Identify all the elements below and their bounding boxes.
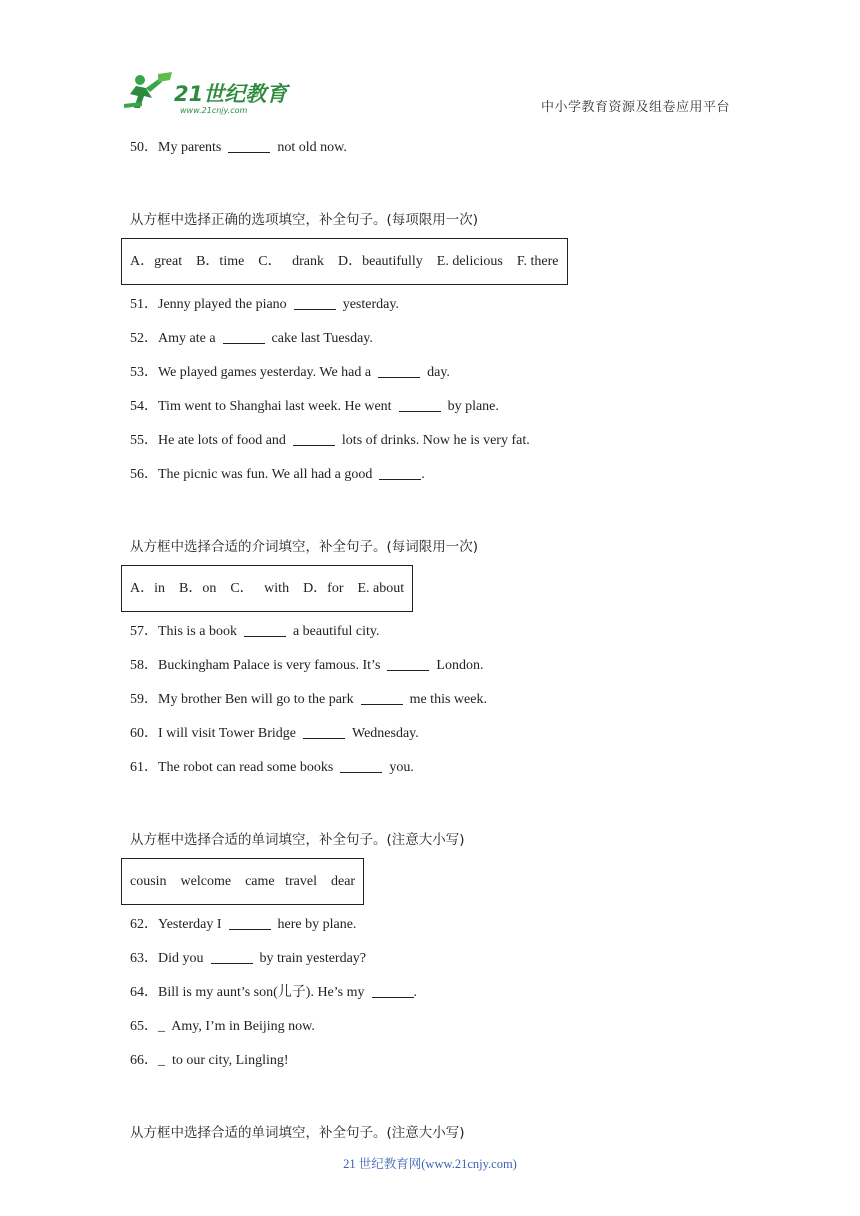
page-footer: 21 世纪教育网(www.21cnjy.com) [343, 1157, 517, 1171]
question-59: 59．My brother Ben will go to the park me this week. [130, 692, 487, 707]
answer-blank[interactable] [340, 758, 382, 773]
question-60: 60．I will visit Tower Bridge Wednesday. [130, 726, 419, 741]
page-header [0, 0, 860, 130]
logo-url: www.21cnjy.com [180, 106, 248, 115]
question-51: 51．Jenny played the piano yesterday. [130, 297, 399, 312]
answer-blank[interactable] [211, 949, 253, 964]
question-52: 52．Amy ate a cake last Tuesday. [130, 331, 373, 346]
answer-blank[interactable] [228, 138, 270, 153]
question-61: 61．The robot can read some books you. [130, 760, 414, 775]
question-66: 66．_ to our city, Lingling! [130, 1053, 289, 1068]
answer-blank[interactable] [244, 622, 286, 637]
answer-blank[interactable] [361, 690, 403, 705]
question-56: 56．The picnic was fun. We all had a good . [130, 467, 425, 482]
question-65: 65．_ Amy, I’m in Beijing now. [130, 1019, 315, 1034]
section-3-word-box: cousin welcome came travel dear [121, 858, 364, 905]
answer-blank[interactable] [399, 397, 441, 412]
question-54: 54．Tim went to Shanghai last week. He went by plane. [130, 399, 499, 414]
answer-blank[interactable] [294, 295, 336, 310]
logo-wordmark: 21世纪教育 [174, 82, 288, 106]
section-1-title: 从方框中选择正确的选项填空，补全句子。(每项限用一次) [130, 212, 479, 228]
question-58: 58．Buckingham Palace is very famous. It’s London. [130, 658, 484, 673]
section-1-word-box: A．great B．time C． drank D．beautifully E. delicious F. there [121, 238, 568, 285]
question-63: 63．Did you by train yesterday? [130, 951, 367, 966]
worksheet [130, 138, 730, 1145]
answer-blank[interactable] [378, 363, 420, 378]
question-64: 64．Bill is my aunt’s son(儿子). He’s my . [130, 985, 417, 1000]
question-62: 62．Yesterday I here by plane. [130, 917, 357, 932]
answer-blank[interactable] [379, 465, 421, 480]
section-4-title: 从方框中选择合适的单词填空，补全句子。(注意大小写) [130, 1125, 465, 1141]
platform-name: 中小学教育资源及组卷应用平台 [540, 100, 730, 115]
logo [122, 68, 292, 116]
answer-blank[interactable] [223, 329, 265, 344]
answer-blank[interactable] [229, 915, 271, 930]
question-55: 55．He ate lots of food and lots of drinks. Now he is very fat. [130, 433, 530, 448]
answer-blank[interactable] [293, 431, 335, 446]
answer-blank[interactable] [372, 983, 414, 998]
question-57: 57．This is a book a beautiful city. [130, 624, 380, 639]
answer-blank[interactable] [303, 724, 345, 739]
answer-blank[interactable] [387, 656, 429, 671]
question-50: 50．My parents not old now. [130, 140, 347, 155]
runner-icon [124, 72, 172, 108]
section-2-title: 从方框中选择合适的介词填空，补全句子。(每词限用一次) [130, 539, 479, 555]
question-53: 53．We played games yesterday. We had a day. [130, 365, 450, 380]
section-2-word-box: A．in B．on C． with D．for E. about [121, 565, 413, 612]
section-3-title: 从方框中选择合适的单词填空，补全句子。(注意大小写) [130, 832, 465, 848]
